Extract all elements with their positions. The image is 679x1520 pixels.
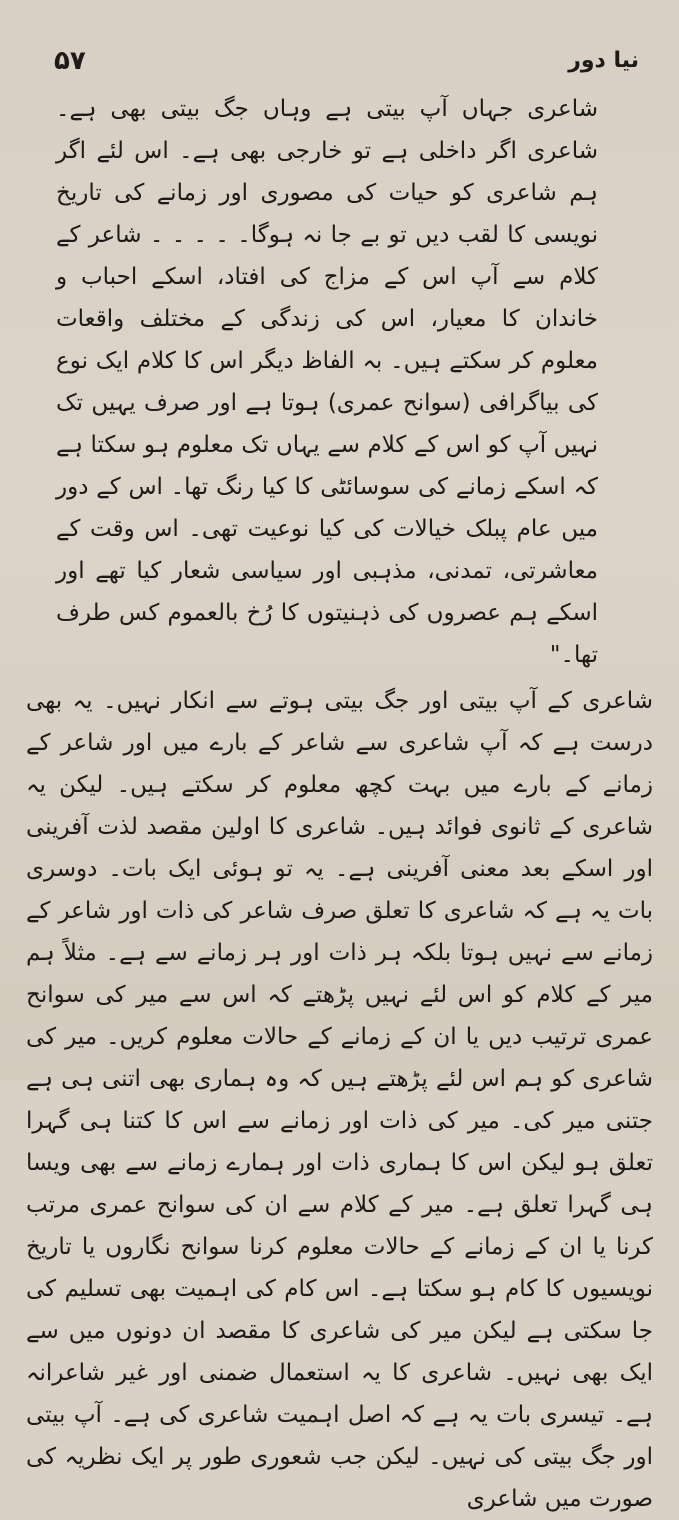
page-body <box>26 88 653 1520</box>
body-paragraph: شاعری کے آپ بیتی اور جگ بیتی ہوتے سے انکار نہیں۔ یہ بھی درست ہے کہ آپ شاعری سے شاعر کے بارے میں اور شاعر کے زمانے کے بارے میں بہت کچھ معلوم کر سکتے ہیں۔ لیکن یہ شاعری کے ثانوی فوائد ہیں۔ شاعری کا اولین مقصد لذت آفرینی اور اسکے بعد معنی آفرینی ہے۔ یہ تو ہوئی ایک بات۔ دوسری بات یہ ہے کہ شاعری کا تعلق صرف شاعر کی ذات اور شاعر کے زمانے سے نہیں ہوتا بلکہ ہر ذات اور ہر زمانے سے ہے۔ مثلاً ہم میر کے کلام کو اس لئے نہیں پڑھتے کہ اس سے میر کی سوانح عمری ترتیب دیں یا ان کے زمانے کے حالات معلوم کریں۔ میر کی شاعری کو ہم اس لئے پڑھتے ہیں کہ وہ ہماری بھی اتنی ہی ہے جتنی میر کی۔ میر کی ذات اور زمانے سے اس کا کتنا ہی گہرا تعلق ہو لیکن اس کا ہماری ذات اور ہمارے زمانے سے بھی ویسا ہی گہرا تعلق ہے۔ میر کے کلام سے ان کی سوانح عمری مرتب کرنا یا ان کے زمانے کے حالات معلوم کرنا سوانح نگاروں یا تاریخ نویسیوں کا کام ہو سکتا ہے۔ اس کام کی اہمیت بھی تسلیم کی جا سکتی ہے لیکن میر کی شاعری کا مقصد ان دونوں میں سے ایک بھی نہیں۔ شاعری کا یہ استعمال ضمنی اور غیر شاعرانہ ہے۔ تیسری بات یہ ہے کہ اصل اہمیت شاعری کی ہے۔ آپ بیتی اور جگ بیتی کی نہیں۔ لیکن جب شعوری طور پر ایک نظریہ کی صورت میں شاعری <box>26 688 653 1512</box>
page-number: ۵۷ <box>54 46 86 76</box>
running-title: نیا دور <box>568 48 639 73</box>
quoted-paragraph: شاعری جہاں آپ بیتی ہے وہاں جگ بیتی بھی ہے۔ شاعری اگر داخلی ہے تو خارجی بھی ہے۔ اس لئے اگر ہم شاعری کو حیات کی مصوری اور زمانے کی تاریخ نویسی کا لقب دیں تو بے جا نہ ہوگا۔ ۔ ۔ ۔ ۔ شاعر کے کلام سے آپ اس کے مزاج کی افتاد، اسکے احباب و خاندان کا معیار، اس کی زندگی کے مختلف واقعات معلوم کر سکتے ہیں۔ بہ الفاظ دیگر اس کا کلام ایک نوع کی بیاگرافی (سوانح عمری) ہوتا ہے اور صرف یہیں تک نہیں آپ کو اس کے کلام سے یہاں تک معلوم ہو سکتا ہے کہ اسکے زمانے کی سوسائٹی کا کیا رنگ تھا۔ اس کے دور میں عام پبلک خیالات کی کیا نوعیت تھی۔ اس وقت کے معاشرتی، تمدنی، مذہبی اور سیاسی شعار کیا تھے اور اسکے ہم عصروں کی ذہنیتوں کا رُخ بالعموم کس طرف تھا۔" <box>56 96 598 668</box>
page-header <box>40 42 639 82</box>
